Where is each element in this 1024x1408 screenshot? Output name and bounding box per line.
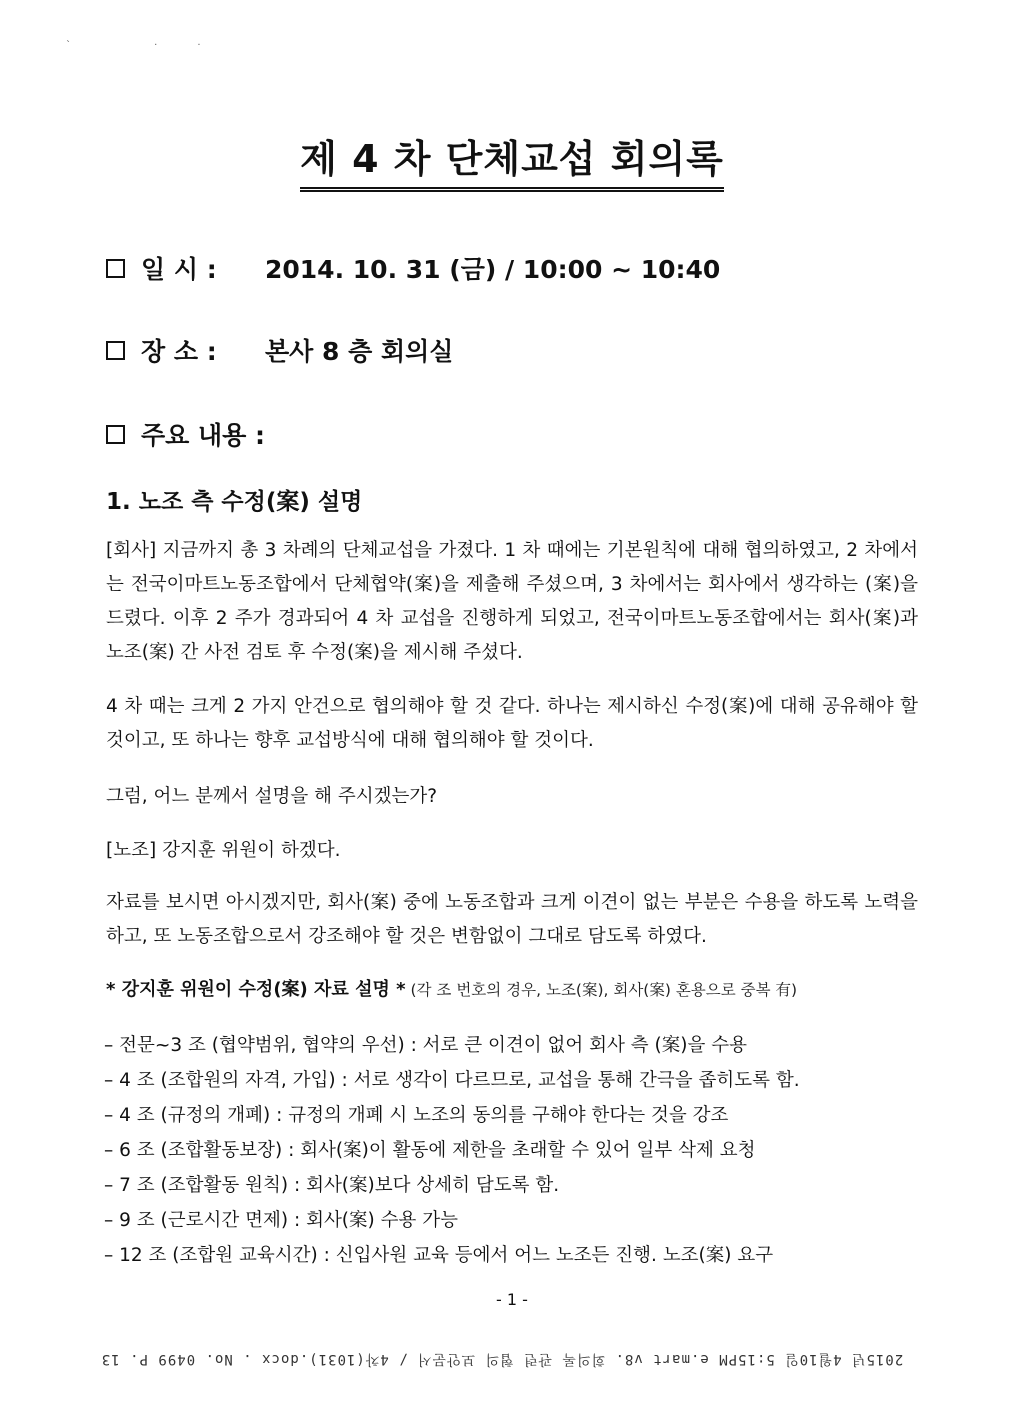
paragraph-text: 자료를 보시면 아시겠지만, 회사(案) 중에 노동조합과 크게 이견이 없는 부분은 수용을 하도록 노력을 하고, 또 노동조합으로서 강조해야 할 것은 변함없이 그대로 담도록 하였다.: [106, 892, 918, 947]
speaker-tag: [노조]: [106, 840, 157, 861]
document-title-wrap: [0, 128, 1024, 192]
checkbox-square-icon: [106, 259, 125, 278]
explanation-heading-bold: * 강지훈 위원이 수정(案) 자료 설명 *: [106, 979, 406, 1000]
page-number: - 1 -: [496, 1290, 528, 1309]
speaker-tag: [회사]: [106, 540, 157, 561]
paragraph-text: 그럼, 어느 분께서 설명을 해 주시겠는가?: [106, 786, 438, 807]
list-item: – 9 조 (근로시간 면제) : 회사(案) 수용 가능: [104, 1210, 458, 1231]
explanation-heading-note: (각 조 번호의 경우, 노조(案), 회사(案) 혼용으로 중복 有): [405, 981, 798, 999]
scan-corner-marks: ` ··: [66, 40, 241, 51]
article-list: [104, 1028, 800, 1273]
info-date: [106, 250, 720, 286]
paragraph-union-reply: [106, 834, 918, 868]
list-item: – 4 조 (규정의 개폐) : 규정의 개폐 시 노조의 동의를 구해야 한다는 것을 강조: [104, 1105, 729, 1126]
list-item: – 12 조 (조합원 교육시간) : 신입사원 교육 등에서 어느 노조든 진행. 노조(案) 요구: [104, 1245, 774, 1266]
info-main-content: [106, 416, 265, 452]
paragraph-agenda: [106, 690, 918, 758]
info-date-label: 일 시 :: [141, 255, 217, 284]
info-place-label: 장 소 :: [141, 337, 217, 366]
fax-header-line: 2015년 4월10일 5:15PM e.mart v8. 회의록 관련 협의 보안문서 / 4차(1031).docx . No. 0499 P. 13: [100, 1351, 904, 1367]
list-item: – 6 조 (조합활동보장) : 회사(案)이 활동에 제한을 초래할 수 있어 일부 삭제 요청: [104, 1140, 756, 1161]
list-item: – 4 조 (조합원의 자격, 가입) : 서로 생각이 다르므로, 교섭을 통해 간극을 좁히도록 함.: [104, 1070, 800, 1091]
paragraph-text: 강지훈 위원이 하겠다.: [156, 840, 341, 861]
paragraph-text: 4 차 때는 크게 2 가지 안건으로 협의해야 할 것 같다. 하나는 제시하신 수정(案)에 대해 공유해야 할 것이고, 또 하나는 향후 교섭방식에 대해 협의해야 할 것이다.: [106, 696, 918, 751]
info-place-value: 본사 8 층 회의실: [265, 337, 454, 366]
paragraph-union-explanation: [106, 886, 918, 954]
checkbox-square-icon: [106, 425, 125, 444]
info-place: [106, 332, 453, 368]
explanation-heading: [106, 975, 918, 1001]
paragraph-question: [106, 780, 918, 814]
list-item: – 전문~3 조 (협약범위, 협약의 우선) : 서로 큰 이견이 없어 회사 측 (案)을 수용: [104, 1035, 747, 1056]
checkbox-square-icon: [106, 341, 125, 360]
info-main-content-label: 주요 내용 :: [141, 421, 266, 450]
paragraph-text: 지금까지 총 3 차례의 단체교섭을 가졌다. 1 차 때에는 기본원칙에 대해 협의하였고, 2 차에서는 전국이마트노동조합에서 단체협약(案)을 제출해 주셨으며, 3 차에서는 회사에서 생각하는 (案)을 드렸다. 이후 2 주가 경과되어 4 차 교섭을 진행하게 되었고, 전국이마트노동조합에서는 회사(案)과 노조(案) 간 사전 검토 후 수정(案)을 제시해 주셨다.: [106, 540, 918, 663]
info-date-value: 2014. 10. 31 (금) / 10:00 ~ 10:40: [265, 255, 721, 284]
paragraph-company-intro: [106, 534, 918, 670]
list-item: – 7 조 (조합활동 원칙) : 회사(案)보다 상세히 담도록 함.: [104, 1175, 560, 1196]
section-title: 1. 노조 측 수정(案) 설명: [106, 489, 363, 515]
document-title: 제 4 차 단체교섭 회의록: [300, 128, 724, 192]
